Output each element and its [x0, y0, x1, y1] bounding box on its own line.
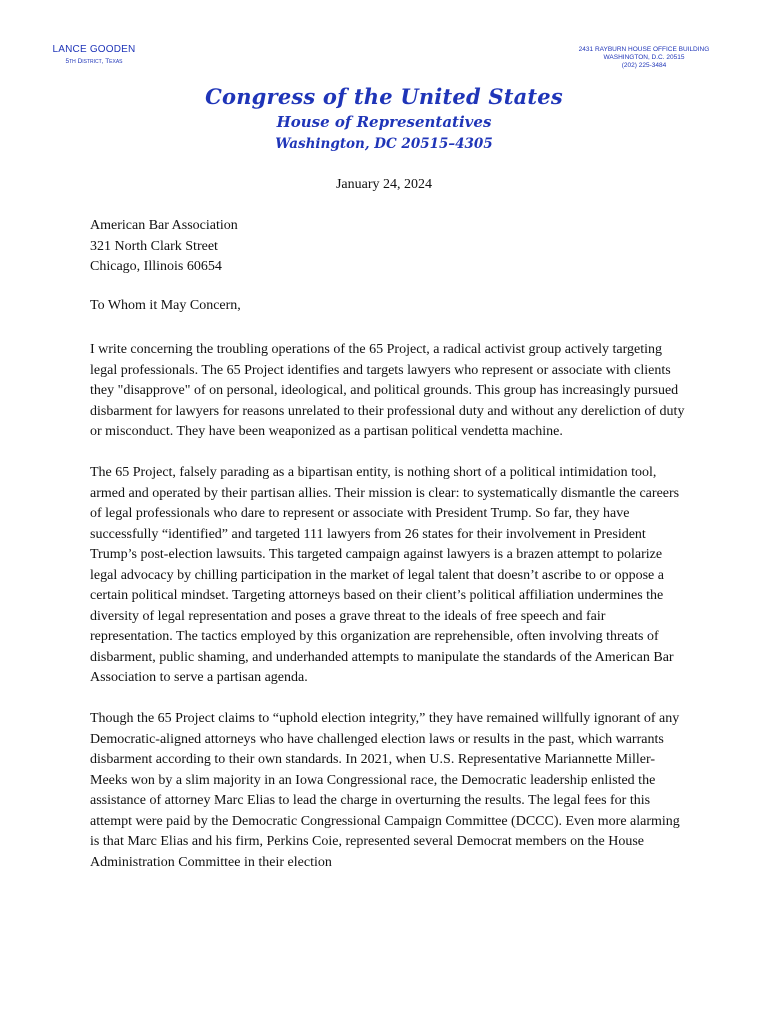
- office-address: [534, 46, 714, 70]
- office-line-1: 2431 RAYBURN HOUSE OFFICE BUILDING: [578, 46, 710, 53]
- letter-date: January 24, 2024: [335, 177, 433, 192]
- office-phone: (202) 225-3484: [621, 62, 667, 69]
- letter-body: [90, 340, 690, 894]
- letterhead-masthead: [0, 84, 768, 152]
- body-paragraph-3: Though the 65 Project claims to “uphold election integrity,” they have remained willfully ignorant of any Democratic-aligned attorneys who have challenged election laws or results in the past, which warrants disbarment according to their own standards. In 2021, when U.S. Representative Mariannette Miller-Meeks won by a slim majority in an Iowa Congressional race, the Democratic leadership enlisted the assistance of attorney Marc Elias to lead the charge in overturning the results. The legal fees for this attempt were paid by the Democratic Congressional Campaign Committee (DCCC). Even more alarming is that Marc Elias and his firm, Perkins Coie, represented several Democrat members on the House Administration Committee in their election: [90, 711, 680, 870]
- body-paragraph-1: I write concerning the troubling operations of the 65 Project, a radical activist group actively targeting legal professionals. The 65 Project identifies and targets lawyers who represent or associate with clients they "disapprove" of on personal, ideological, and political grounds. This group has increasingly pursued disbarment for lawyers for reasons unrelated to their professional duty and without any dereliction of duty or misconduct. They have been weaponized as a partisan political vendetta machine.: [90, 342, 685, 439]
- masthead-chamber: House of Representatives: [276, 113, 492, 131]
- sender-block: [52, 44, 136, 65]
- masthead-title: Congress of the United States: [205, 84, 563, 109]
- sender-name: LANCE GOODEN: [52, 44, 136, 55]
- masthead-location: Washington, DC 20515–4305: [275, 136, 493, 152]
- recipient-org: American Bar Association: [90, 218, 238, 233]
- recipient-address: [90, 216, 238, 278]
- recipient-city: Chicago, Illinois 60654: [90, 259, 222, 274]
- body-paragraph-2: The 65 Project, falsely parading as a bipartisan entity, is nothing short of a political intimidation tool, armed and operated by their partisan allies. Their mission is clear: to systematically dismantle the careers of legal professionals who dare to represent or associate with President Trump. So far, they have successfully “identified” and targeted 111 lawyers from 26 states for their involvement in President Trump’s post-election lawsuits. This targeted campaign against lawyers is a brazen attempt to polarize legal advocacy by chilling participation in the market of legal talent that doesn’t ascribe to or oppose a certain political mindset. Targeting attorneys based on their client’s political affiliation undermines the diversity of legal representation and poses a grave threat to the ideals of free speech and fair representation. The tactics employed by this organization are reprehensible, often involving threats of disbarment, public shaming, and underhanded attempts to manipulate the standards of the American Bar Association to serve a partisan agenda.: [90, 465, 680, 685]
- recipient-street: 321 North Clark Street: [90, 238, 218, 254]
- office-line-2: WASHINGTON, D.C. 20515: [603, 54, 685, 61]
- sender-district: 5th District, Texas: [65, 58, 123, 65]
- salutation: To Whom it May Concern,: [90, 298, 241, 313]
